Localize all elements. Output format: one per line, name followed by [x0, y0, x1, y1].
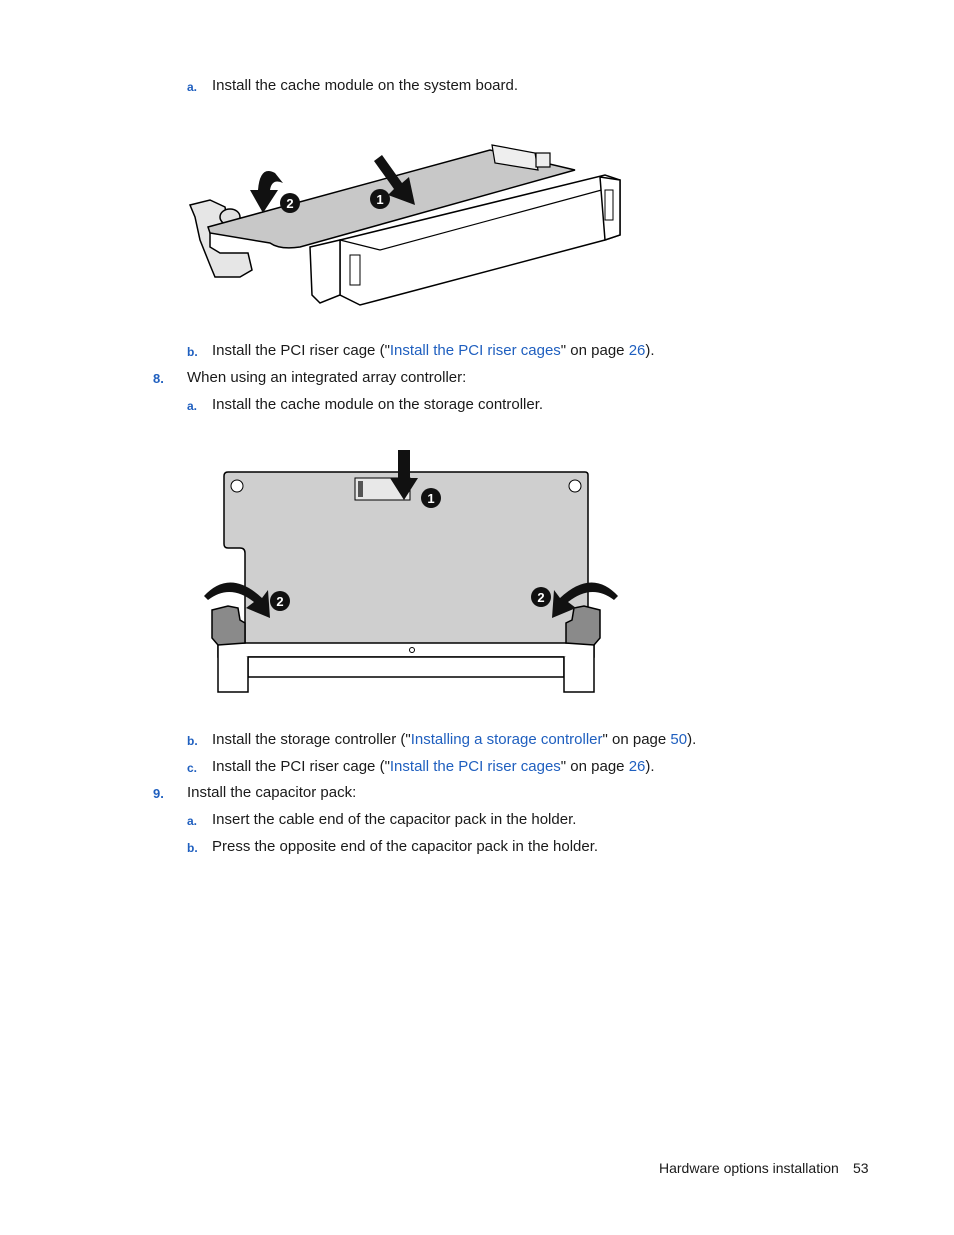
step-8-text: When using an integrated array controller: — [187, 369, 467, 386]
slot-end-latch-left — [310, 240, 340, 303]
mounting-hole — [231, 480, 243, 492]
cache-module-storage-controller-figure — [200, 448, 630, 698]
callout-1-label: 1 — [376, 192, 384, 207]
rotate-arrow-icon — [250, 171, 283, 213]
text-fragment: " on page — [560, 758, 629, 775]
page-50-link[interactable]: 50 — [670, 731, 688, 748]
step-number: 9. — [153, 786, 164, 801]
text-fragment: " on page — [602, 731, 671, 748]
substep-marker: a. — [187, 399, 198, 413]
substep-marker: c. — [187, 761, 198, 775]
install-pci-riser-cages-link[interactable]: Install the PCI riser cages — [389, 342, 561, 359]
connector-latch — [536, 153, 550, 167]
text-fragment: " on page — [560, 342, 629, 359]
substep-marker: b. — [187, 841, 198, 855]
footer-page-number: 53 — [853, 1160, 869, 1176]
callout-1-label: 1 — [427, 491, 435, 506]
installing-storage-controller-link[interactable]: Installing a storage controller — [410, 731, 603, 748]
substep-marker: a. — [187, 814, 198, 828]
step-8a-text: Install the cache module on the storage controller. — [212, 396, 544, 413]
text-fragment: Install the PCI riser cage (" — [212, 758, 390, 775]
latch-detail — [605, 190, 613, 220]
footer-section-title: Hardware options installation — [659, 1160, 839, 1176]
slot-key — [410, 648, 415, 653]
step-7b-text — [212, 342, 655, 360]
text-fragment: ). — [645, 758, 655, 775]
step-number: 8. — [153, 371, 164, 386]
step-7a-text: Install the cache module on the system board. — [212, 77, 519, 94]
install-pci-riser-cages-link[interactable]: Install the PCI riser cages — [389, 758, 561, 775]
page-26-link[interactable]: 26 — [628, 758, 646, 775]
dimm-slot-base — [248, 657, 564, 677]
callout-2-label: 2 — [286, 196, 294, 211]
page-26-link[interactable]: 26 — [628, 342, 646, 359]
latch-left — [212, 606, 245, 645]
cache-module-system-board-figure — [180, 135, 630, 315]
step-9-text: Install the capacitor pack: — [187, 784, 357, 801]
text-fragment: Install the PCI riser cage (" — [212, 342, 390, 359]
callout-2-right-label: 2 — [537, 590, 545, 605]
text-fragment: ). — [687, 731, 697, 748]
step-8c-text — [212, 758, 655, 776]
substep-marker: a. — [187, 80, 198, 94]
latch-detail — [350, 255, 360, 285]
text-fragment: ). — [645, 342, 655, 359]
callout-2-left-label: 2 — [276, 594, 284, 609]
text-fragment: Install the storage controller (" — [212, 731, 411, 748]
substep-marker: b. — [187, 734, 198, 748]
step-8b-text — [212, 731, 696, 749]
substep-marker: b. — [187, 345, 198, 359]
step-9b-text: Press the opposite end of the capacitor pack in the holder. — [212, 838, 599, 855]
step-9a-text: Insert the cable end of the capacitor pack in the holder. — [212, 811, 577, 828]
mounting-hole — [569, 480, 581, 492]
dimm-slot — [218, 643, 594, 657]
connector-pin — [358, 481, 363, 497]
